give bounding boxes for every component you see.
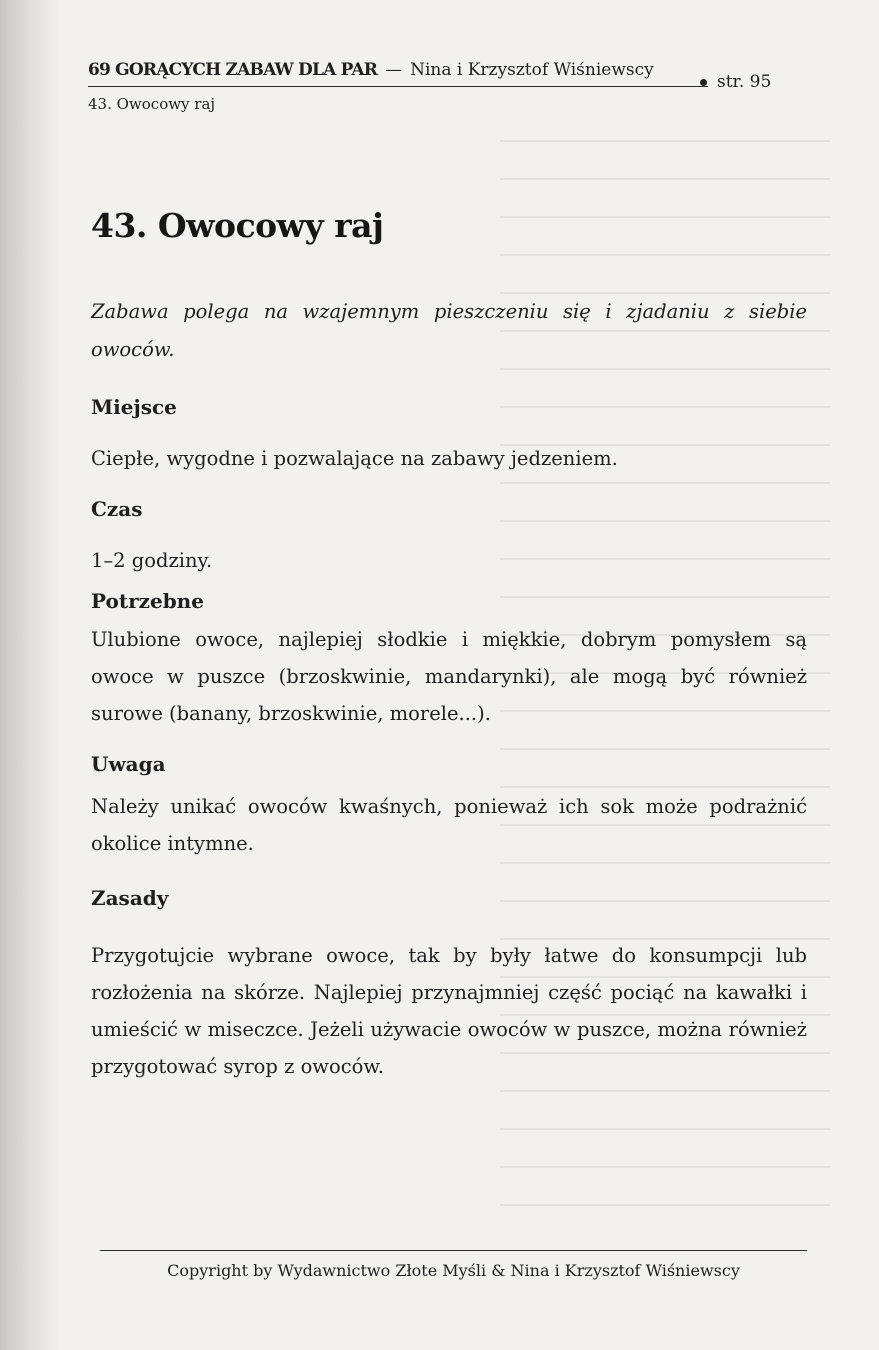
section-heading-uwaga: Uwaga: [91, 752, 166, 776]
header-title-line: [88, 60, 708, 87]
section-text-zasady: Przygotujcie wybrane owoce, tak by były łatwe do konsumpcji lub rozłożenia na skórze. Najlepiej przynajmniej część pociąć na kawałki i umieścić w miseczce. Jeżeli używacie owoców w puszce, można również przygotować syrop z owoców.: [91, 944, 807, 1078]
page-content: [91, 206, 807, 1085]
bullet-icon: [700, 79, 707, 86]
page-title: 43. Owocowy raj: [91, 206, 384, 245]
running-header: [88, 60, 708, 113]
chapter-label: 43. Owocowy raj: [88, 95, 216, 113]
book-authors: Nina i Krzysztof Wiśniewscy: [410, 60, 654, 80]
page-gutter-shadow: [0, 0, 60, 1350]
section-heading-zasady: Zasady: [91, 886, 169, 910]
intro-paragraph: Zabawa polega na wzajemnym pieszczeniu się i zjadaniu z siebie owoców.: [91, 300, 807, 361]
section-text-miejsce: Ciepłe, wygodne i pozwalające na zabawy jedzeniem.: [91, 447, 618, 470]
section-text-uwaga: Należy unikać owoców kwaśnych, ponieważ ich sok może podrażnić okolice intymne.: [91, 795, 807, 855]
page-number: [700, 72, 771, 92]
page-number-label: str. 95: [717, 72, 772, 92]
section-text-czas: 1–2 godziny.: [91, 549, 213, 572]
section-text-potrzebne: Ulubione owoce, najlepiej słodkie i miękkie, dobrym pomysłem są owoce w puszce (brzoskwinie, mandarynki), ale mogą być również surowe (banany, brzoskwinie, morele...).: [91, 628, 807, 725]
section-heading-potrzebne: Potrzebne: [91, 589, 204, 613]
section-heading-czas: Czas: [91, 497, 143, 521]
header-dash: —: [385, 60, 403, 80]
section-heading-miejsce: Miejsce: [91, 395, 177, 419]
page-footer: Copyright by Wydawnictwo Złote Myśli & Nina i Krzysztof Wiśniewscy: [100, 1250, 807, 1280]
book-title: 69 GORĄCYCH ZABAW DLA PAR: [88, 60, 378, 80]
